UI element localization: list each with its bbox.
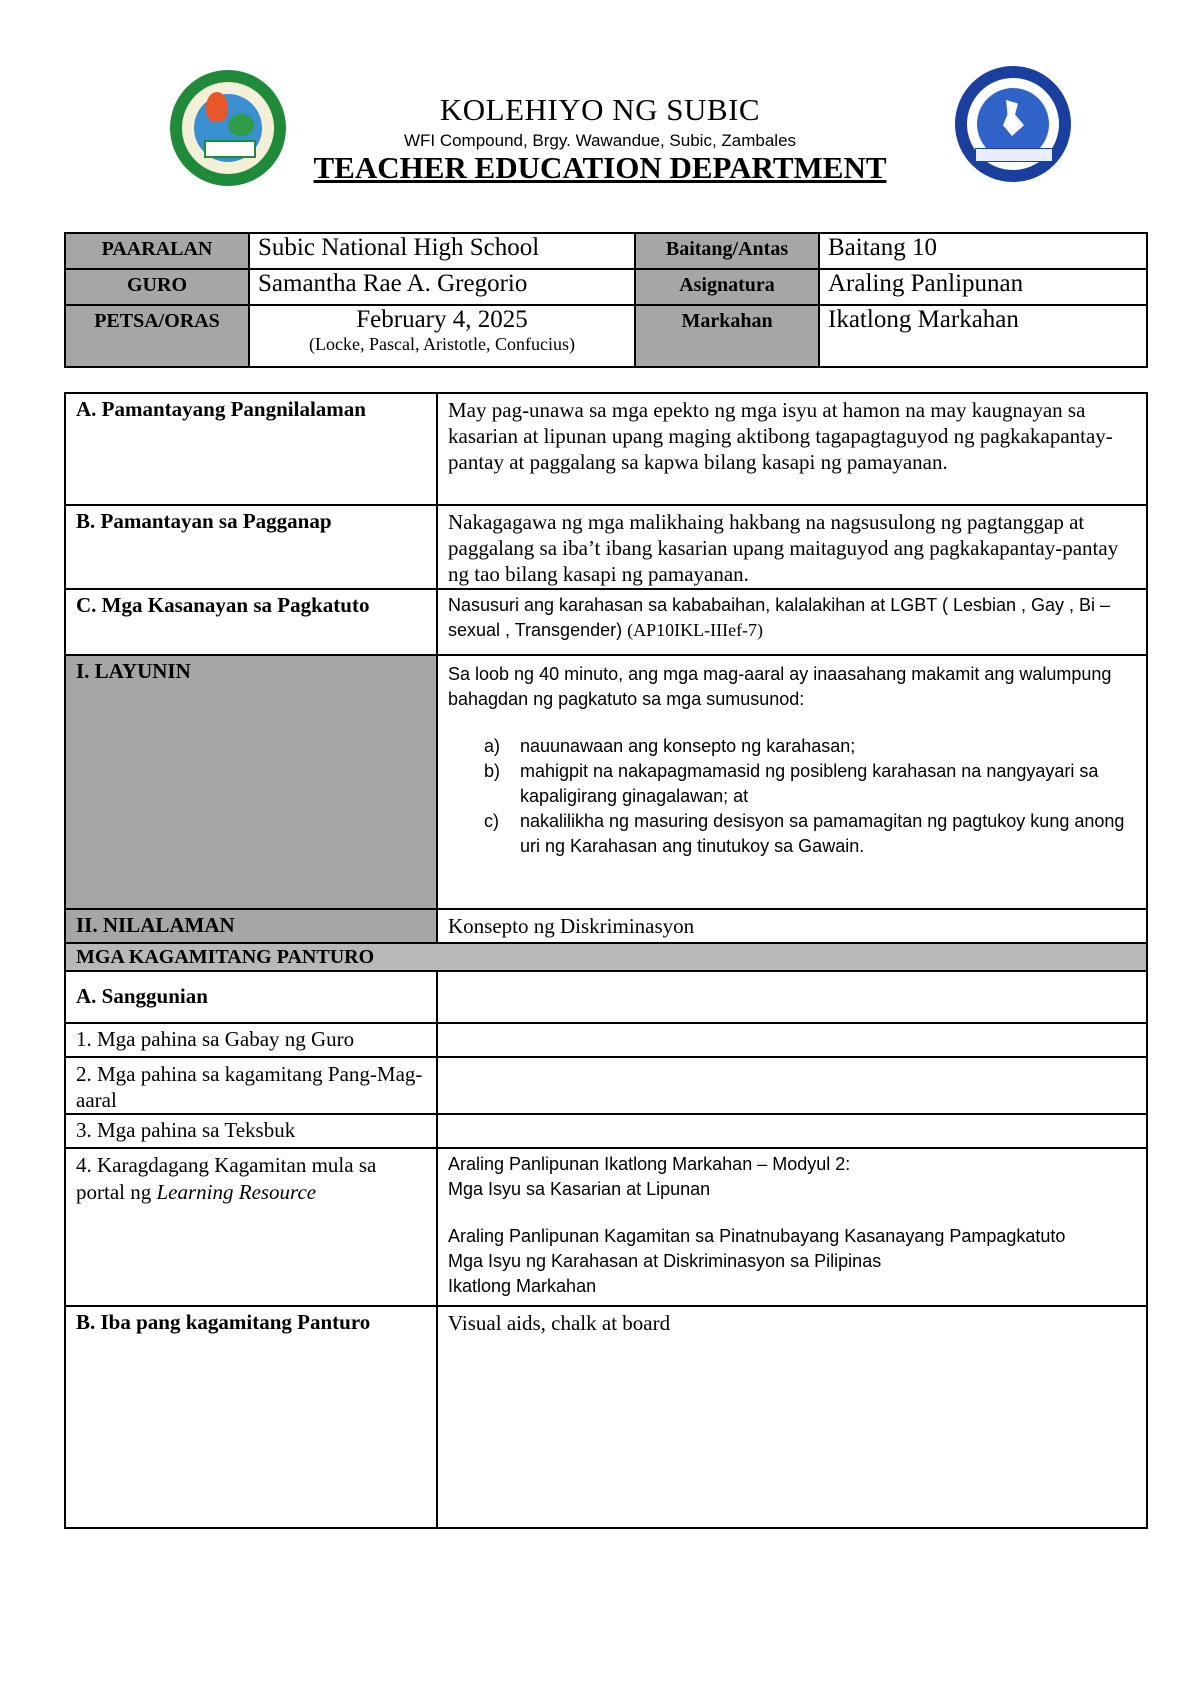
iba-pang-kagamitan-value: Visual aids, chalk at board (437, 1306, 1147, 1528)
guro-value: Samantha Rae A. Gregorio (249, 269, 635, 305)
layunin-item-text: nakalilikha ng masuring desisyon sa pamamagitan ng pagtukoy kung anong uri ng Karahasan ang tinutukoy sa Gawain. (520, 811, 1125, 856)
college-address: WFI Compound, Brgy. Wawandue, Subic, Zambales (403, 131, 797, 150)
nilalaman-label: II. NILALAMAN (65, 909, 437, 943)
asignatura-label: Asignatura (635, 269, 819, 305)
layunin-item (484, 734, 1136, 759)
college-name: KOLEHIYO NG SUBIC (439, 92, 761, 127)
row-pamantayang-pangnilalaman (65, 393, 1147, 505)
row-layunin (65, 655, 1147, 909)
row-iba-pang-kagamitan (65, 1306, 1147, 1528)
layunin-item-marker: c) (484, 811, 499, 831)
markahan-value: Ikatlong Markahan (819, 305, 1147, 367)
kagamitang-panturo-header: MGA KAGAMITANG PANTURO (65, 943, 1147, 971)
karagdagang-kagamitan-label (65, 1148, 437, 1306)
karagdagang-kagamitan-label-text: 4. Karagdagang Kagamitan mula sa portal ng (76, 1153, 377, 1204)
info-table (64, 232, 1148, 368)
pamantayan-pagganap-label: B. Pamantayan sa Pagganap (65, 505, 437, 589)
layunin-item-text: mahigpit na nakapagmamasid ng posibleng karahasan na nangyayari sa kapaligirang ginagalawan; at (520, 761, 1099, 806)
info-row-guro (65, 269, 1147, 305)
pamantayang-pangnilalaman-text: May pag-unawa sa mga epekto ng mga isyu at hamon na may kaugnayan sa kasarian at lipunan upang maging aktibong tagapagtaguyod ng pagkakapantay-pantay at paggalang sa kapwa bilang kasapi ng pamayanan. (437, 393, 1147, 505)
karagdagang-line-4: Mga Isyu ng Karahasan at Diskriminasyon sa Pilipinas (448, 1251, 882, 1271)
karagdagang-line-1: Araling Panlipunan Ikatlong Markahan – Modyul 2: (448, 1154, 851, 1174)
pamantayang-pangnilalaman-label: A. Pamantayang Pangnilalaman (65, 393, 437, 505)
teksbuk-label: 3. Mga pahina sa Teksbuk (65, 1114, 437, 1148)
paaralan-value: Subic National High School (249, 233, 635, 269)
pang-mag-aaral-value (437, 1057, 1147, 1114)
pang-mag-aaral-label: 2. Mga pahina sa kagamitang Pang-Mag-aaral (65, 1057, 437, 1114)
layunin-item-text: nauunawaan ang konsepto ng karahasan; (520, 736, 856, 756)
info-row-petsa (65, 305, 1147, 367)
markahan-label: Markahan (635, 305, 819, 367)
row-sanggunian (65, 971, 1147, 1023)
row-teksbuk (65, 1114, 1147, 1148)
row-kasanayan (65, 589, 1147, 655)
pamantayan-pagganap-text: Nakagagawa ng mga malikhaing hakbang na nagsusulong ng pagtanggap at paggalang sa iba’t ibang kasarian upang maitaguyod ang pagkakapantay-pantay ng tao bilang kasapi ng pamayanan. (437, 505, 1147, 589)
petsa-sections: (Locke, Pascal, Aristotle, Confucius) (309, 334, 575, 354)
karagdagang-line-5: Ikatlong Markahan (448, 1276, 597, 1296)
paaralan-label: PAARALAN (65, 233, 249, 269)
row-pamantayan-pagganap (65, 505, 1147, 589)
department-title (0, 150, 1200, 186)
kasanayan-cell (437, 589, 1147, 655)
nilalaman-value: Konsepto ng Diskriminasyon (437, 909, 1147, 943)
karagdagang-line-2: Mga Isyu sa Kasarian at Lipunan (448, 1179, 711, 1199)
kasanayan-label: C. Mga Kasanayan sa Pagkatuto (65, 589, 437, 655)
layunin-item-marker: a) (484, 736, 501, 756)
karagdagang-line-3: Araling Panlipunan Kagamitan sa Pinatnubayang Kasanayang Pampagkatuto (448, 1226, 1066, 1246)
petsa-label: PETSA/ORAS (65, 305, 249, 367)
info-row-paaralan (65, 233, 1147, 269)
karagdagang-kagamitan-cell (437, 1148, 1147, 1306)
row-nilalaman (65, 909, 1147, 943)
gabay-guro-value (437, 1023, 1147, 1057)
petsa-cell (249, 305, 635, 367)
teksbuk-value (437, 1114, 1147, 1148)
baitang-value: Baitang 10 (819, 233, 1147, 269)
layunin-intro: Sa loob ng 40 minuto, ang mga mag-aaral ay inaasahang makamit ang walumpung bahagdan ng pagkatuto sa mga sumusunod: (448, 664, 1112, 709)
department-title-text: TEACHER EDUCATION DEPARTMENT (313, 150, 887, 185)
asignatura-value: Araling Panlipunan (819, 269, 1147, 305)
lesson-table (64, 392, 1148, 1529)
layunin-item (484, 809, 1136, 859)
layunin-item (484, 759, 1136, 809)
sanggunian-value (437, 971, 1147, 1023)
layunin-label: I. LAYUNIN (65, 655, 437, 909)
row-kagamitang-panturo (65, 943, 1147, 971)
kasanayan-code: (AP10IKL-IIIef-7) (627, 620, 764, 640)
baitang-label: Baitang/Antas (635, 233, 819, 269)
iba-pang-kagamitan-label: B. Iba pang kagamitang Panturo (65, 1306, 437, 1528)
row-karagdagang-kagamitan (65, 1148, 1147, 1306)
layunin-cell (437, 655, 1147, 909)
row-gabay-guro (65, 1023, 1147, 1057)
learning-resource-text: Learning Resource (156, 1180, 317, 1204)
sanggunian-label: A. Sanggunian (65, 971, 437, 1023)
layunin-item-marker: b) (484, 761, 501, 781)
row-pang-mag-aaral (65, 1057, 1147, 1114)
kasanayan-text: Nasusuri ang karahasan sa kababaihan, kalalakihan at LGBT ( Lesbian , Gay , Bi – sexual , Transgender) (448, 595, 1111, 640)
petsa-value: February 4, 2025 (356, 306, 528, 333)
guro-label: GURO (65, 269, 249, 305)
gabay-guro-label: 1. Mga pahina sa Gabay ng Guro (65, 1023, 437, 1057)
